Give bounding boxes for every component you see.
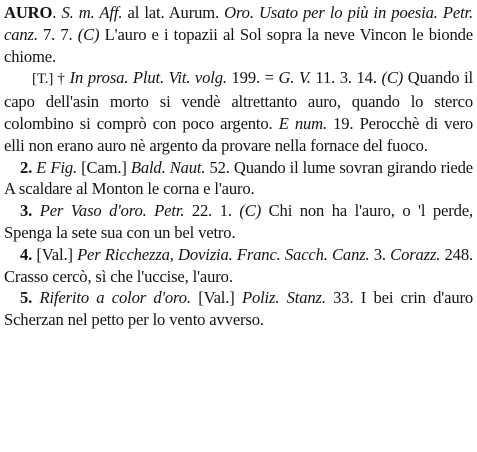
tag: [Val.] (190, 288, 242, 308)
headword: AURO (4, 3, 53, 22)
text: al lat. Aurum. (122, 3, 225, 22)
quotation: 52. Quando il lume sovran girando riede A scaldare al Monton le corna e l'auro. (4, 157, 473, 199)
text: 199. = (226, 68, 279, 88)
sense-label: Riferito a color d'oro. (32, 288, 191, 308)
text: 7. 7. (37, 24, 78, 44)
sense-label: Per Vaso d'oro. Petr. (32, 201, 185, 221)
quotation: Quando il capo dell'asin morto si vendè altrettanto auro, quando lo sterco colombino si comprò con poco argento. (4, 68, 473, 133)
quotation: 19. Perocchè di vero elli non erano auro nè argento da provare nella fornace del fuoco. (4, 113, 474, 155)
source-mark: (C) (239, 201, 262, 221)
quotation: 33. I bei crin d'auro Scherzan nel petto per lo vento avverso. (4, 288, 473, 330)
quotation: 248. Crasso cercò, sì che l'uccise, l'auro. (4, 244, 473, 286)
sense-number: 3. (20, 201, 33, 221)
text: 11. 3. 14. (310, 68, 382, 88)
text: 22. 1. (184, 201, 240, 221)
source: G. V. (278, 68, 311, 88)
source: Corazz. (390, 244, 441, 264)
entry-auro-prose (4, 67, 473, 156)
sense-3 (4, 200, 473, 244)
quotation: Chi non ha l'auro, o 'l perde, Spenga la sete sua con un bel vetro. (4, 201, 474, 242)
sense-number: 5. (20, 288, 33, 308)
definition: Oro. Usato per lo più in poesia. Petr. canz. (4, 3, 474, 44)
source: In prosa. Plut. Vit. volg. (69, 68, 227, 88)
tag: [Val.] (32, 244, 78, 264)
tag: [Cam.] (76, 157, 131, 177)
sense-number: 4. (20, 244, 33, 264)
sense-2 (4, 157, 473, 201)
source-mark: (C) (381, 68, 404, 88)
entry-auro-definition (4, 2, 473, 67)
tag: [T.] † (32, 71, 70, 88)
text: . (52, 3, 62, 22)
dictionary-page (4, 2, 473, 331)
quotation: L'auro e i topazii al Sol sopra la neve Vincon le bionde chiome. (4, 24, 473, 66)
source: Bald. Naut. (130, 157, 206, 177)
source: E num. (278, 113, 327, 133)
source: Poliz. Stanz. (241, 288, 326, 308)
sense-label: E Fig. (32, 157, 77, 177)
sense-number: 2. (20, 157, 33, 177)
text: 3. (369, 244, 391, 264)
sense-label: Per Ricchezza, Dovizia. Franc. Sacch. Canz. (77, 244, 370, 264)
sense-4 (4, 244, 473, 288)
source-mark: (C) (77, 24, 100, 44)
grammar-note: S. m. Aff. (61, 3, 123, 22)
sense-5 (4, 287, 473, 331)
